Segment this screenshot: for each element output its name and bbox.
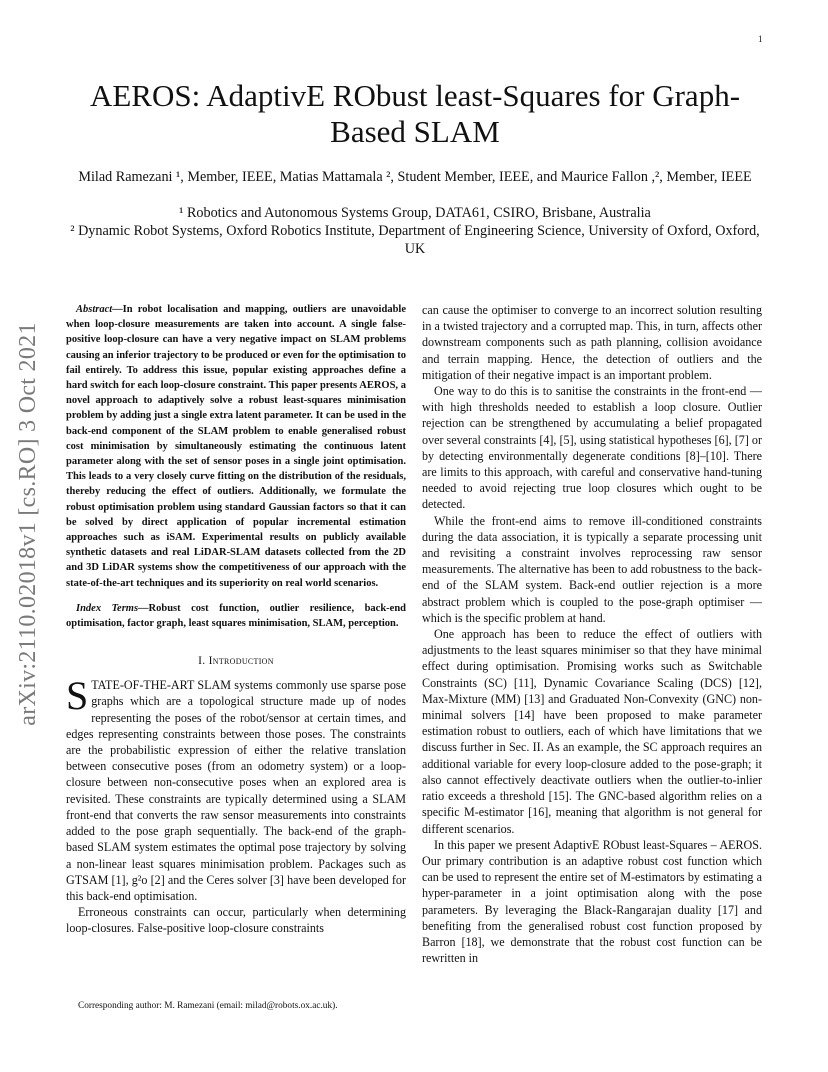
index-terms	[66, 601, 406, 631]
intro-paragraph-2: Erroneous constraints can occur, particularly when determining loop-closures. False-positive loop-closure constraints	[66, 905, 406, 936]
index-terms-text: —Robust cost function, outlier resilience, back-end optimisation, factor graph, least squares minimisation, SLAM, perception.	[66, 602, 406, 630]
left-column	[66, 302, 406, 937]
right-paragraph-4: One approach has been to reduce the effect of outliers with adjustments to the least squares minimiser so that they have minimal effect during optimisation. Promising works such as Switchable Constraints (SC) [11], Dynamic Covariance Scaling (DCS) [12], Max-Mixture (MM) [13] and Graduated Non-Convexity (GNC) non-minimal solvers [14] have been proposed to make parameter estimation robust to outliers, each of which have limitations that we discuss further in Sec. II. As an example, the SC approach requires an additional variable for every loop-closure added to the pose-graph; it also cannot effectively deactivate outliers when the outlier-to-inlier ratio exceeds a threshold [15]. The GNC-based algorithm relies on a specific M-estimator [16], meaning that algorithm is not general for different scenarios.	[422, 627, 762, 836]
right-paragraph-3: While the front-end aims to remove ill-conditioned constraints during the data association, it is typically a separate processing unit and revisiting a constraint involves reprocessing raw sensor measurements. The alternative has been to add robustness to the back-end of the SLAM system. Back-end outlier rejection is a more abstract problem which is coupled to the pose-graph optimiser — which is the specific problem at hand.	[422, 513, 762, 625]
author-list: Milad Ramezani ¹, Member, IEEE, Matias Mattamala ², Student Member, IEEE, and Maurice Fallon ,², Member, IEEE	[78, 169, 752, 185]
right-paragraph-5: In this paper we present AdaptivE RObust least-Squares – AEROS. Our primary contribution is an adaptive robust cost function which can be used to represent the entire set of M-estimators by estimating a hyper-parameter in a joint optimisation along with the pose parameters. By leveraging the Black-Rangarajan duality [17] and benefiting from the generalised robust cost function proposed by Barron [18], we demonstrate that the robust cost function can be rewritten in	[422, 837, 762, 966]
intro-paragraph-1	[66, 673, 406, 904]
abstract-label: Abstract	[76, 304, 113, 315]
affiliations	[60, 204, 770, 258]
affiliation-2: ² Dynamic Robot Systems, Oxford Robotics Institute, Department of Engineering Science, University of Oxford, Oxford, UK	[70, 223, 760, 257]
arxiv-identifier: arXiv:2110.02018v1 [cs.RO] 3 Oct 2021	[15, 322, 41, 726]
arxiv-sidebar	[12, 296, 44, 752]
corresponding-author-footnote: Corresponding author: M. Ramezani (email: milad@robots.ox.ac.uk).	[78, 1001, 338, 1011]
affiliation-1: ¹ Robotics and Autonomous Systems Group, DATA61, CSIRO, Brisbane, Australia	[179, 205, 651, 221]
page-number: 1	[758, 34, 763, 44]
abstract-text: —In robot localisation and mapping, outliers are unavoidable when loop-closure measurements are taken into account. A single false-positive loop-closure can have a very negative impact on SLAM problems causing an inferior trajectory to be produced or even for the optimisation to fail entirely. To address this issue, popular existing approaches define a hard switch for each loop-closure constraint. This paper presents AEROS, a novel approach to adaptively solve a robust least-squares minimisation problem by adding just a single extra latent parameter. It can be used in the back-end component of the SLAM problem to enable generalised robust cost minimisation by simultaneously estimating the continuous latent parameter along with the set of sensor poses in a single joint optimisation. This leads to a very closely curve fitting on the distribution of the residuals, thereby reducing the effect of outliers. Additionally, we formulate the robust optimisation problem using standard Gaussian factors so that it can be solved by direct application of popular incremental estimation approaches such as iSAM. Experimental results on publicly available synthetic datasets and real LiDAR-SLAM datasets collected from the 2D and 3D LiDAR systems show the competitiveness of our approach with the state-of-the-art techniques and its superiority on real world scenarios.	[66, 304, 406, 589]
section-heading-introduction: I. Introduction	[198, 655, 274, 668]
intro-paragraph-1-text: TATE-OF-THE-ART SLAM systems commonly use sparse pose graphs which are a topological structure made up of nodes representing the poses of the robot/sensor at certain times, and edges representing constraints between those poses. The constraints are the probabilistic expression of either the relative translation between consecutive poses (from an odometry system) or a loop-closure between non-consecutive poses when an explored area is revisited. These constraints are typically determined using a SLAM front-end that converts the raw sensor measurements into constraints added to the pose graph sequentially. The back-end of the graph-based SLAM system estimates the optimal pose trajectory by solving a non-linear least squares minimisation problem. Packages such as GTSAM [1], g²o [2] and the Ceres solver [3] have been developed for this back-end optimisation.	[66, 678, 406, 903]
right-column	[422, 302, 762, 966]
right-paragraph-1: can cause the optimiser to converge to an incorrect solution resulting in a twisted trajectory and a corrupted map. This, in turn, affects other downstream components such as path planning, collision avoidance and terrain mapping. Hence, the detection of outliers and the mitigation of their negative impact is an important problem.	[422, 303, 762, 382]
index-terms-label: Index Terms	[76, 602, 139, 614]
paper-title: AEROS: AdaptivE RObust least-Squares for Graph-Based SLAM	[89, 78, 741, 149]
abstract	[66, 302, 406, 591]
right-paragraph-2: One way to do this is to sanitise the constraints in the front-end — with high thresholds needed to establish a loop closure. Outlier rejection can be strengthened by accumulating a belief propagated over several constraints [4], [5], using statistical hypotheses [6], [7] or by detecting environmentally degenerate conditions [8]–[10]. There are limits to this approach, with careful and conservative hand-tuning needed to avoid rejecting true loop closures which ought to be detected.	[422, 384, 762, 512]
drop-cap: S	[66, 673, 89, 719]
